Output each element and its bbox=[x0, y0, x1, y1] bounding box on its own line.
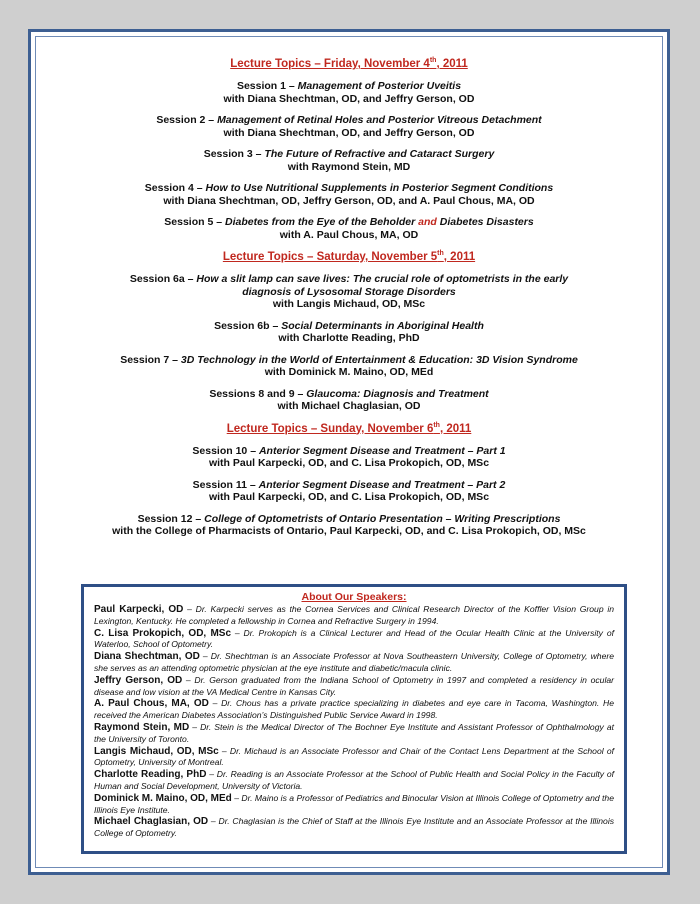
day-heading-friday: Lecture Topics – Friday, November 4th, 2011 bbox=[230, 57, 468, 70]
session-7: Session 7 – 3D Technology in the World of Entertainment & Education: 3D Vision Syndrome with Dominick M. Maino, OD, MEd bbox=[120, 353, 578, 378]
document-page bbox=[28, 29, 670, 875]
session-3: Session 3 – The Future of Refractive and Cataract Surgery with Raymond Stein, MD bbox=[203, 148, 495, 173]
lecture-topics bbox=[36, 57, 662, 547]
session-6b: Session 6b – Social Determinants in Aboriginal Health with Charlotte Reading, PhD bbox=[214, 319, 484, 344]
session-10: Session 10 – Anterior Segment Disease and Treatment – Part 1 with Paul Karpecki, OD, and C. Lisa Prokopich, OD, MSc bbox=[192, 444, 506, 469]
bio-chous: A. Paul Chous, MA, OD – Dr. Chous has a private practice specializing in diabetes and eye care in Tacoma, Washington. He received the American Diabetes Association’s Distinguished Public Service Award in 1998. bbox=[94, 698, 614, 721]
session-1: Session 1 – Management of Posterior Uveitis with Diana Shechtman, OD, and Jeffry Gerson, OD bbox=[223, 80, 475, 105]
bio-gerson: Jeffry Gerson, OD – Dr. Gerson graduated from the Indiana School of Optometry in 1997 and completed a residency in ocular disease and low vision at the VA Medical Centre in Kansas City. bbox=[94, 674, 614, 697]
session-2: Session 2 – Management of Retinal Holes and Posterior Vitreous Detachment with Diana Shechtman, OD, and Jeffry Gerson, OD bbox=[156, 114, 542, 139]
bio-shechtman: Diana Shechtman, OD – Dr. Shechtman is an Associate Professor at Nova Southeastern University, College of Optometry, where she serves as an attending optometric physician at the eye institute and diabetic/macula clinic. bbox=[94, 651, 615, 673]
session-4: Session 4 – How to Use Nutritional Supplements in Posterior Segment Conditions with Diana Shechtman, OD, Jeffry Gerson, OD, and A. Paul Chous, MA, OD bbox=[144, 182, 554, 207]
session-8-9: Sessions 8 and 9 – Glaucoma: Diagnosis and Treatment with Michael Chaglasian, OD bbox=[209, 387, 489, 412]
bio-michaud: Langis Michaud, OD, MSc – Dr. Michaud is an Associate Professor and Chair of the Contact Lens Department at the School of Optometry, University of Montreal. bbox=[94, 745, 615, 768]
session-11: Session 11 – Anterior Segment Disease and Treatment – Part 2 with Paul Karpecki, OD, and C. Lisa Prokopich, OD, MSc bbox=[192, 478, 506, 503]
session-5: Session 5 – Diabetes from the Eye of the Beholder and Diabetes Disasters with A. Paul Chous, MA, OD bbox=[164, 216, 534, 241]
bio-stein: Raymond Stein, MD – Dr. Stein is the Medical Director of The Bochner Eye Institute and Assistant Professor of Ophthalmology at the University of Toronto. bbox=[94, 721, 614, 744]
bio-reading: Charlotte Reading, PhD – Dr. Reading is an Associate Professor at the School of Public Health and Social Policy in the Faculty of Human and Social Development, University of Victoria. bbox=[94, 769, 614, 791]
bio-karpecki: Paul Karpecki, OD – Dr. Karpecki serves as the Cornea Services and Clinical Research Director of the Koffler Vision Group in Lexington, Kentucky. He completed a fellowship in Cornea and Refractive Surgery in 1994. bbox=[94, 604, 615, 626]
day-heading-saturday: Lecture Topics – Saturday, November 5th, 2011 bbox=[222, 250, 476, 263]
page-inner-border bbox=[35, 36, 663, 868]
speakers-box bbox=[81, 584, 627, 854]
bio-chaglasian: Michael Chaglasian, OD – Dr. Chaglasian is the Chief of Staff at the Illinois Eye Institute and an Associate Professor at the Illinois College of Optometry. bbox=[94, 816, 615, 839]
bio-maino: Dominick M. Maino, OD, MEd – Dr. Maino is a Professor of Pediatrics and Binocular Vision at Illinois College of Optometry and the Illinois Eye Institute. bbox=[94, 792, 614, 815]
speakers-title: About Our Speakers: bbox=[301, 591, 407, 603]
bio-prokopich: C. Lisa Prokopich, OD, MSc – Dr. Prokopich is a Clinical Lecturer and Head of the Ocular Health Clinic at the University of Waterloo, School of Optometry. bbox=[94, 627, 614, 650]
session-6a: Session 6a – How a slit lamp can save lives: The crucial role of optometrists in the early diagnosis of Lysosomal Storage Disorders with Langis Michaud, OD, MSc bbox=[129, 273, 569, 310]
day-heading-sunday: Lecture Topics – Sunday, November 6th, 2011 bbox=[226, 421, 472, 435]
session-12: Session 12 – College of Optometrists of Ontario Presentation – Writing Prescriptions with the College of Pharmacists of Ontario, Paul Karpecki, OD, and C. Lisa Prokopich, OD, MSc bbox=[112, 512, 586, 537]
